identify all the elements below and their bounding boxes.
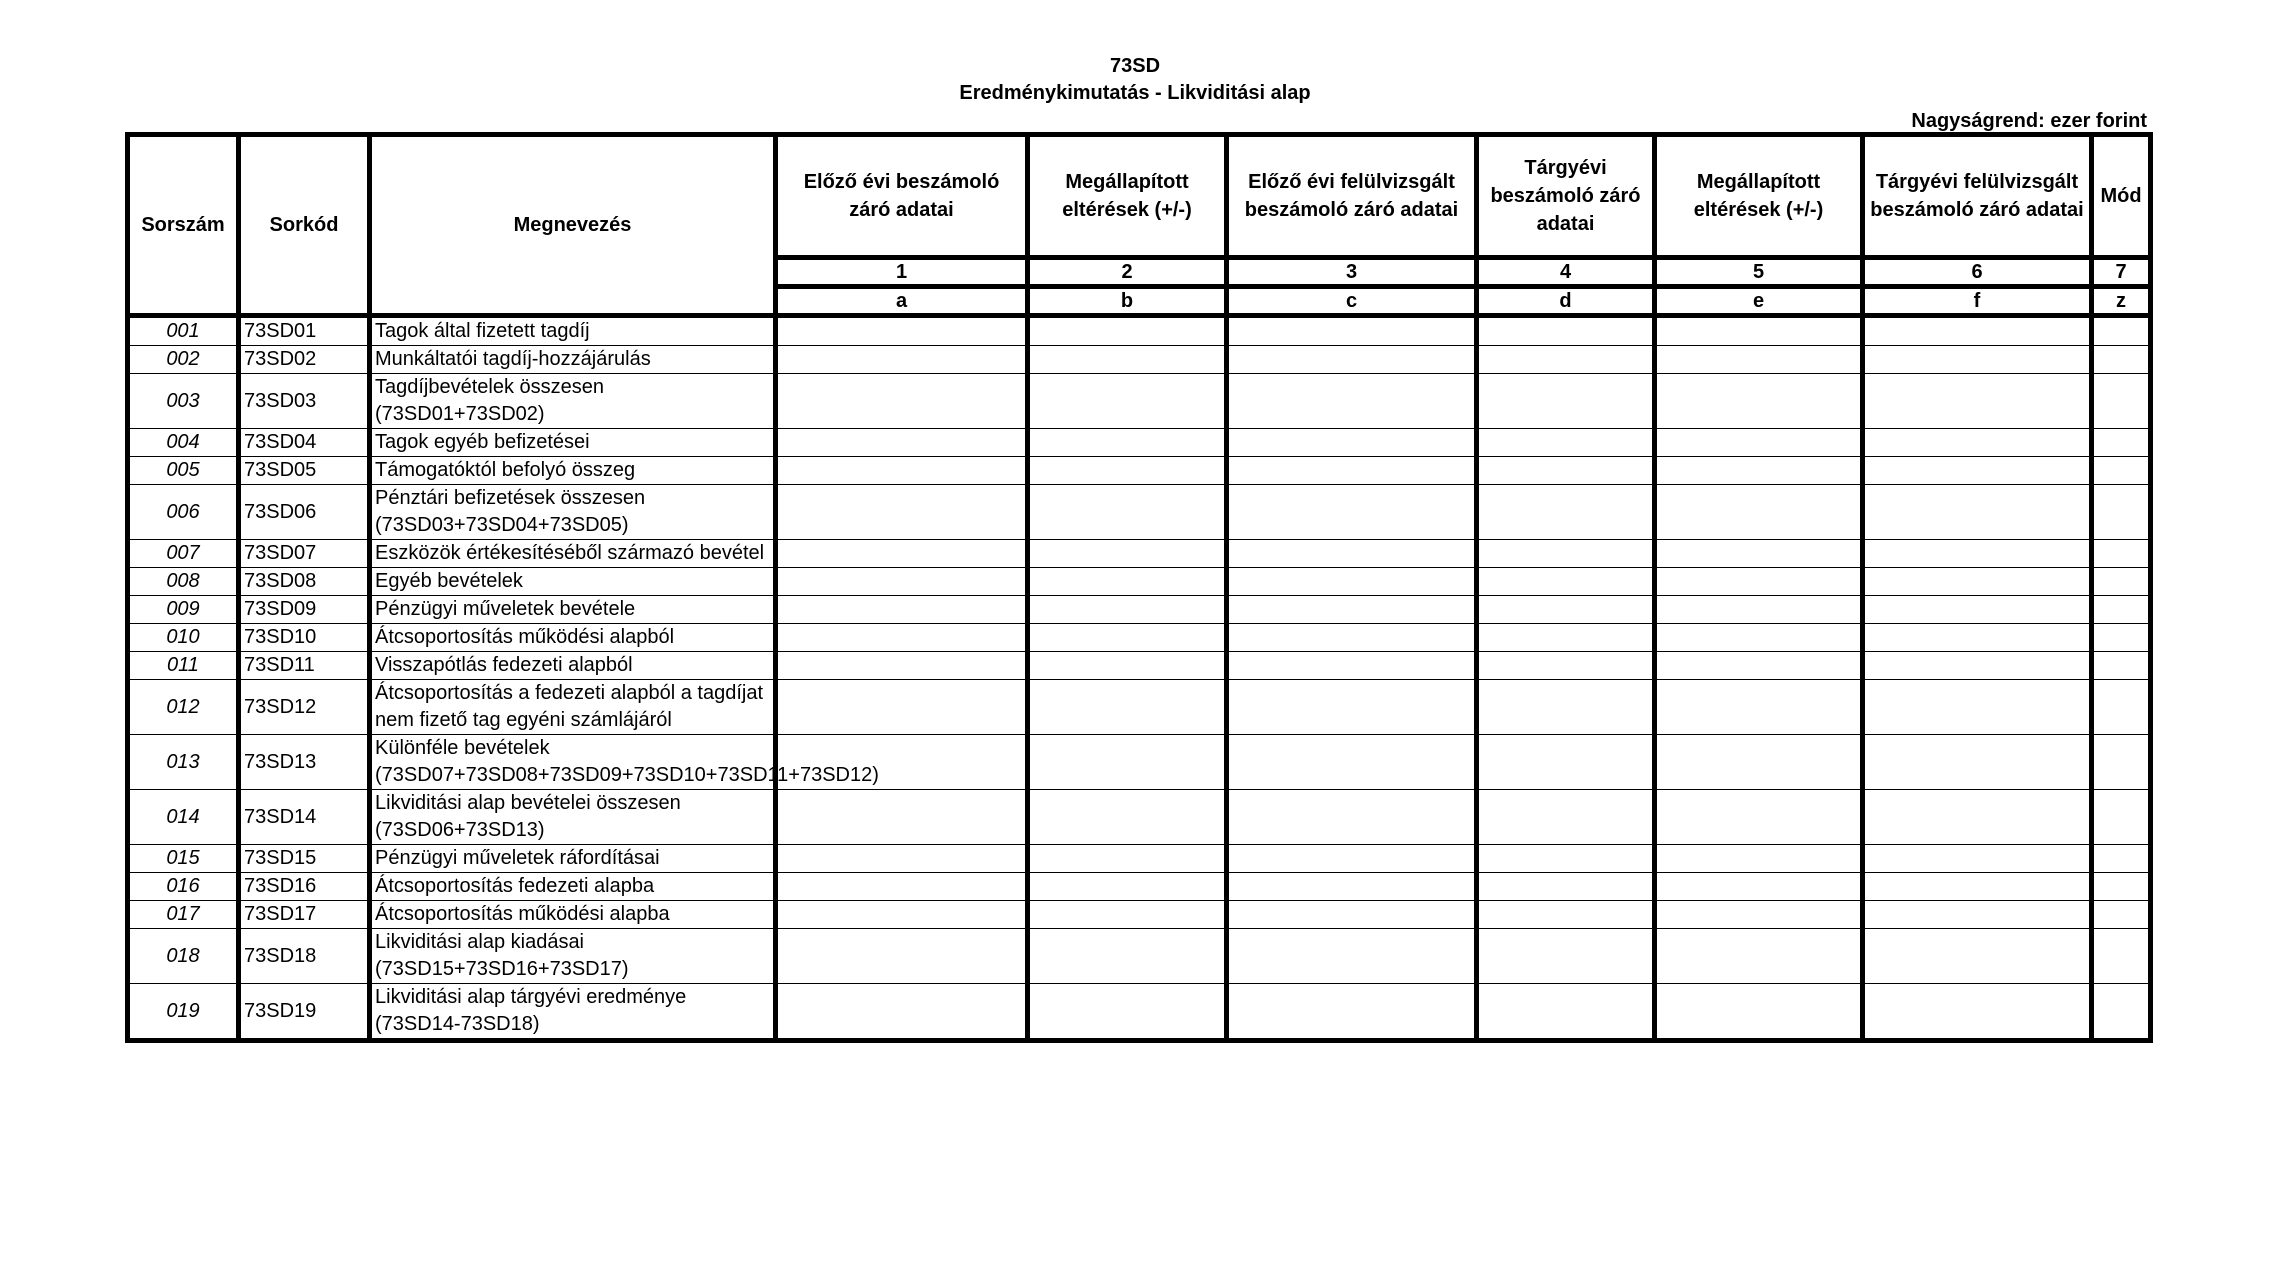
col-number: 1 xyxy=(776,258,1028,287)
value-cell-col7[interactable] xyxy=(2092,873,2151,901)
value-cell-col7[interactable] xyxy=(2092,346,2151,374)
table-row xyxy=(128,457,2151,485)
value-cell-col4[interactable] xyxy=(1477,790,1655,845)
value-cell-col5[interactable] xyxy=(1655,845,1863,873)
value-cell-col7[interactable] xyxy=(2092,845,2151,873)
value-cell-col3[interactable] xyxy=(1227,596,1477,624)
value-cell-col1[interactable] xyxy=(776,624,1028,652)
value-cell-col5[interactable] xyxy=(1655,346,1863,374)
value-cell-col6[interactable] xyxy=(1863,596,2092,624)
value-cell-col7[interactable] xyxy=(2092,540,2151,568)
value-cell-col1[interactable] xyxy=(776,901,1028,929)
value-cell-col1[interactable] xyxy=(776,429,1028,457)
value-cell-col6[interactable] xyxy=(1863,316,2092,346)
value-cell-col6[interactable] xyxy=(1863,457,2092,485)
row-code: 73SD13 xyxy=(239,735,370,790)
col-number: 4 xyxy=(1477,258,1655,287)
value-cell-col2[interactable] xyxy=(1028,680,1227,735)
value-cell-col1[interactable] xyxy=(776,680,1028,735)
value-cell-col5[interactable] xyxy=(1655,873,1863,901)
row-code: 73SD02 xyxy=(239,346,370,374)
row-code: 73SD17 xyxy=(239,901,370,929)
value-cell-col1[interactable] xyxy=(776,540,1028,568)
table-row xyxy=(128,680,2151,735)
value-cell-col3[interactable] xyxy=(1227,429,1477,457)
value-cell-col6[interactable] xyxy=(1863,984,2092,1041)
row-number: 002 xyxy=(128,346,239,374)
value-cell-col7[interactable] xyxy=(2092,735,2151,790)
value-cell-col6[interactable] xyxy=(1863,652,2092,680)
value-cell-col2[interactable] xyxy=(1028,346,1227,374)
table-row xyxy=(128,374,2151,429)
value-cell-col7[interactable] xyxy=(2092,790,2151,845)
value-cell-col6[interactable] xyxy=(1863,680,2092,735)
table-row xyxy=(128,984,2151,1041)
value-cell-col1[interactable] xyxy=(776,984,1028,1041)
value-cell-col7[interactable] xyxy=(2092,929,2151,984)
value-cell-col5[interactable] xyxy=(1655,652,1863,680)
row-number: 006 xyxy=(128,485,239,540)
row-number: 004 xyxy=(128,429,239,457)
value-cell-col5[interactable] xyxy=(1655,984,1863,1041)
value-cell-col6[interactable] xyxy=(1863,929,2092,984)
row-name: Különféle bevételek (73SD07+73SD08+73SD09+73SD10+73SD11+73SD12) xyxy=(370,735,776,790)
row-name: Eszközök értékesítéséből származó bevétel xyxy=(370,540,776,568)
col-number: 7 xyxy=(2092,258,2151,287)
row-number: 017 xyxy=(128,901,239,929)
value-cell-col4[interactable] xyxy=(1477,873,1655,901)
value-cell-col5[interactable] xyxy=(1655,596,1863,624)
value-cell-col3[interactable] xyxy=(1227,568,1477,596)
header-megnevezes: Megnevezés xyxy=(370,135,776,316)
value-cell-col5[interactable] xyxy=(1655,624,1863,652)
value-cell-col7[interactable] xyxy=(2092,596,2151,624)
col-number: 3 xyxy=(1227,258,1477,287)
row-number: 012 xyxy=(128,680,239,735)
table-row xyxy=(128,429,2151,457)
row-number: 018 xyxy=(128,929,239,984)
row-number: 009 xyxy=(128,596,239,624)
value-cell-col4[interactable] xyxy=(1477,316,1655,346)
value-cell-col1[interactable] xyxy=(776,845,1028,873)
value-cell-col3[interactable] xyxy=(1227,374,1477,429)
col-number: 5 xyxy=(1655,258,1863,287)
value-cell-col4[interactable] xyxy=(1477,929,1655,984)
header-col7: Mód xyxy=(2092,135,2151,258)
row-number: 005 xyxy=(128,457,239,485)
row-number: 008 xyxy=(128,568,239,596)
value-cell-col4[interactable] xyxy=(1477,568,1655,596)
row-code: 73SD16 xyxy=(239,873,370,901)
row-name: Likviditási alap bevételei összesen (73SD06+73SD13) xyxy=(370,790,776,845)
value-cell-col4[interactable] xyxy=(1477,485,1655,540)
value-cell-col2[interactable] xyxy=(1028,568,1227,596)
value-cell-col6[interactable] xyxy=(1863,429,2092,457)
row-code: 73SD09 xyxy=(239,596,370,624)
table-row xyxy=(128,845,2151,873)
table-body xyxy=(128,316,2151,1041)
value-cell-col7[interactable] xyxy=(2092,457,2151,485)
value-cell-col3[interactable] xyxy=(1227,457,1477,485)
value-cell-col4[interactable] xyxy=(1477,735,1655,790)
row-code: 73SD18 xyxy=(239,929,370,984)
row-name: Likviditási alap kiadásai (73SD15+73SD16+73SD17) xyxy=(370,929,776,984)
col-letter: c xyxy=(1227,287,1477,316)
value-cell-col2[interactable] xyxy=(1028,596,1227,624)
header-col2: Megállapított eltérések (+/-) xyxy=(1028,135,1227,258)
value-cell-col2[interactable] xyxy=(1028,790,1227,845)
header-col3: Előző évi felülvizsgált beszámoló záró adatai xyxy=(1227,135,1477,258)
value-cell-col4[interactable] xyxy=(1477,845,1655,873)
value-cell-col5[interactable] xyxy=(1655,540,1863,568)
value-cell-col2[interactable] xyxy=(1028,485,1227,540)
value-cell-col5[interactable] xyxy=(1655,901,1863,929)
value-cell-col7[interactable] xyxy=(2092,374,2151,429)
header-col4: Tárgyévi beszámoló záró adatai xyxy=(1477,135,1655,258)
row-name: Visszapótlás fedezeti alapból xyxy=(370,652,776,680)
table-row xyxy=(128,485,2151,540)
table-row xyxy=(128,540,2151,568)
value-cell-col6[interactable] xyxy=(1863,346,2092,374)
value-cell-col4[interactable] xyxy=(1477,346,1655,374)
col-letter: e xyxy=(1655,287,1863,316)
value-cell-col2[interactable] xyxy=(1028,624,1227,652)
form-code: 73SD xyxy=(1109,55,1161,77)
value-cell-col2[interactable] xyxy=(1028,929,1227,984)
report-table xyxy=(125,132,2153,1043)
value-cell-col6[interactable] xyxy=(1863,735,2092,790)
col-letter: a xyxy=(776,287,1028,316)
unit-label: Nagyságrend: ezer forint xyxy=(1911,110,2147,132)
table-row xyxy=(128,790,2151,845)
value-cell-col3[interactable] xyxy=(1227,624,1477,652)
row-code: 73SD05 xyxy=(239,457,370,485)
row-name: Tagdíjbevételek összesen (73SD01+73SD02) xyxy=(370,374,776,429)
row-number: 010 xyxy=(128,624,239,652)
row-number: 003 xyxy=(128,374,239,429)
value-cell-col5[interactable] xyxy=(1655,735,1863,790)
table-row xyxy=(128,316,2151,346)
value-cell-col3[interactable] xyxy=(1227,680,1477,735)
row-name: Tagok egyéb befizetései xyxy=(370,429,776,457)
row-number: 011 xyxy=(128,652,239,680)
row-name: Egyéb bevételek xyxy=(370,568,776,596)
value-cell-col2[interactable] xyxy=(1028,984,1227,1041)
value-cell-col5[interactable] xyxy=(1655,929,1863,984)
header-col1: Előző évi beszámoló záró adatai xyxy=(776,135,1028,258)
value-cell-col5[interactable] xyxy=(1655,429,1863,457)
row-number: 014 xyxy=(128,790,239,845)
value-cell-col4[interactable] xyxy=(1477,652,1655,680)
value-cell-col6[interactable] xyxy=(1863,485,2092,540)
value-cell-col7[interactable] xyxy=(2092,568,2151,596)
value-cell-col5[interactable] xyxy=(1655,568,1863,596)
value-cell-col2[interactable] xyxy=(1028,374,1227,429)
value-cell-col3[interactable] xyxy=(1227,873,1477,901)
row-name: Tagok által fizetett tagdíj xyxy=(370,316,776,346)
value-cell-col5[interactable] xyxy=(1655,485,1863,540)
row-code: 73SD01 xyxy=(239,316,370,346)
value-cell-col4[interactable] xyxy=(1477,540,1655,568)
value-cell-col6[interactable] xyxy=(1863,845,2092,873)
value-cell-col3[interactable] xyxy=(1227,485,1477,540)
value-cell-col1[interactable] xyxy=(776,929,1028,984)
row-name: Likviditási alap tárgyévi eredménye (73SD14-73SD18) xyxy=(370,984,776,1041)
value-cell-col6[interactable] xyxy=(1863,873,2092,901)
table-row xyxy=(128,929,2151,984)
row-code: 73SD15 xyxy=(239,845,370,873)
table-row xyxy=(128,735,2151,790)
value-cell-col3[interactable] xyxy=(1227,540,1477,568)
value-cell-col5[interactable] xyxy=(1655,457,1863,485)
value-cell-col4[interactable] xyxy=(1477,984,1655,1041)
row-name: Pénztári befizetések összesen (73SD03+73SD04+73SD05) xyxy=(370,485,776,540)
col-number: 2 xyxy=(1028,258,1227,287)
row-name: Munkáltatói tagdíj-hozzájárulás xyxy=(370,346,776,374)
row-number: 019 xyxy=(128,984,239,1041)
table-row xyxy=(128,624,2151,652)
value-cell-col7[interactable] xyxy=(2092,984,2151,1041)
table-row xyxy=(128,596,2151,624)
value-cell-col7[interactable] xyxy=(2092,429,2151,457)
row-name: Pénzügyi műveletek ráfordításai xyxy=(370,845,776,873)
value-cell-col1[interactable] xyxy=(776,485,1028,540)
value-cell-col7[interactable] xyxy=(2092,901,2151,929)
value-cell-col2[interactable] xyxy=(1028,316,1227,346)
value-cell-col2[interactable] xyxy=(1028,540,1227,568)
value-cell-col6[interactable] xyxy=(1863,540,2092,568)
value-cell-col6[interactable] xyxy=(1863,790,2092,845)
value-cell-col1[interactable] xyxy=(776,457,1028,485)
value-cell-col1[interactable] xyxy=(776,568,1028,596)
row-name: Átcsoportosítás fedezeti alapba xyxy=(370,873,776,901)
row-name: Átcsoportosítás működési alapba xyxy=(370,901,776,929)
value-cell-col4[interactable] xyxy=(1477,680,1655,735)
value-cell-col3[interactable] xyxy=(1227,901,1477,929)
header-sorszam: Sorszám xyxy=(128,135,239,316)
value-cell-col6[interactable] xyxy=(1863,568,2092,596)
value-cell-col4[interactable] xyxy=(1477,624,1655,652)
value-cell-col6[interactable] xyxy=(1863,901,2092,929)
value-cell-col6[interactable] xyxy=(1863,624,2092,652)
value-cell-col5[interactable] xyxy=(1655,680,1863,735)
value-cell-col7[interactable] xyxy=(2092,485,2151,540)
table-row xyxy=(128,346,2151,374)
form-title: Eredménykimutatás - Likviditási alap xyxy=(959,82,1311,104)
header-col5: Megállapított eltérések (+/-) xyxy=(1655,135,1863,258)
value-cell-col7[interactable] xyxy=(2092,316,2151,346)
value-cell-col4[interactable] xyxy=(1477,457,1655,485)
row-number: 015 xyxy=(128,845,239,873)
col-letter: z xyxy=(2092,287,2151,316)
value-cell-col6[interactable] xyxy=(1863,374,2092,429)
value-cell-col1[interactable] xyxy=(776,346,1028,374)
value-cell-col3[interactable] xyxy=(1227,316,1477,346)
table-row xyxy=(128,873,2151,901)
row-number: 013 xyxy=(128,735,239,790)
value-cell-col1[interactable] xyxy=(776,374,1028,429)
row-code: 73SD07 xyxy=(239,540,370,568)
value-cell-col5[interactable] xyxy=(1655,316,1863,346)
value-cell-col7[interactable] xyxy=(2092,652,2151,680)
row-code: 73SD10 xyxy=(239,624,370,652)
col-letter: d xyxy=(1477,287,1655,316)
row-name: Támogatóktól befolyó összeg xyxy=(370,457,776,485)
value-cell-col3[interactable] xyxy=(1227,346,1477,374)
value-cell-col2[interactable] xyxy=(1028,735,1227,790)
value-cell-col1[interactable] xyxy=(776,316,1028,346)
col-letter: f xyxy=(1863,287,2092,316)
row-code: 73SD04 xyxy=(239,429,370,457)
row-code: 73SD19 xyxy=(239,984,370,1041)
table-row xyxy=(128,901,2151,929)
row-code: 73SD11 xyxy=(239,652,370,680)
value-cell-col7[interactable] xyxy=(2092,680,2151,735)
value-cell-col4[interactable] xyxy=(1477,596,1655,624)
value-cell-col3[interactable] xyxy=(1227,735,1477,790)
row-number: 007 xyxy=(128,540,239,568)
table-row xyxy=(128,568,2151,596)
value-cell-col4[interactable] xyxy=(1477,901,1655,929)
row-code: 73SD14 xyxy=(239,790,370,845)
table-row xyxy=(128,652,2151,680)
value-cell-col2[interactable] xyxy=(1028,845,1227,873)
value-cell-col3[interactable] xyxy=(1227,929,1477,984)
value-cell-col2[interactable] xyxy=(1028,873,1227,901)
value-cell-col2[interactable] xyxy=(1028,652,1227,680)
header-col6: Tárgyévi felülvizsgált beszámoló záró adatai xyxy=(1863,135,2092,258)
value-cell-col1[interactable] xyxy=(776,652,1028,680)
value-cell-col1[interactable] xyxy=(776,596,1028,624)
value-cell-col2[interactable] xyxy=(1028,901,1227,929)
value-cell-col3[interactable] xyxy=(1227,845,1477,873)
value-cell-col3[interactable] xyxy=(1227,652,1477,680)
row-code: 73SD12 xyxy=(239,680,370,735)
row-name: Átcsoportosítás a fedezeti alapból a tagdíjat nem fizető tag egyéni számlájáról xyxy=(370,680,776,735)
row-number: 016 xyxy=(128,873,239,901)
header-sorkod: Sorkód xyxy=(239,135,370,316)
value-cell-col3[interactable] xyxy=(1227,790,1477,845)
row-code: 73SD03 xyxy=(239,374,370,429)
value-cell-col3[interactable] xyxy=(1227,984,1477,1041)
col-letter: b xyxy=(1028,287,1227,316)
value-cell-col4[interactable] xyxy=(1477,374,1655,429)
value-cell-col2[interactable] xyxy=(1028,457,1227,485)
value-cell-col4[interactable] xyxy=(1477,429,1655,457)
value-cell-col5[interactable] xyxy=(1655,790,1863,845)
row-code: 73SD06 xyxy=(239,485,370,540)
value-cell-col2[interactable] xyxy=(1028,429,1227,457)
col-number: 6 xyxy=(1863,258,2092,287)
row-code: 73SD08 xyxy=(239,568,370,596)
value-cell-col1[interactable] xyxy=(776,790,1028,845)
value-cell-col1[interactable] xyxy=(776,873,1028,901)
row-number: 001 xyxy=(128,316,239,346)
value-cell-col5[interactable] xyxy=(1655,374,1863,429)
value-cell-col7[interactable] xyxy=(2092,624,2151,652)
row-name: Átcsoportosítás működési alapból xyxy=(370,624,776,652)
row-name: Pénzügyi műveletek bevétele xyxy=(370,596,776,624)
